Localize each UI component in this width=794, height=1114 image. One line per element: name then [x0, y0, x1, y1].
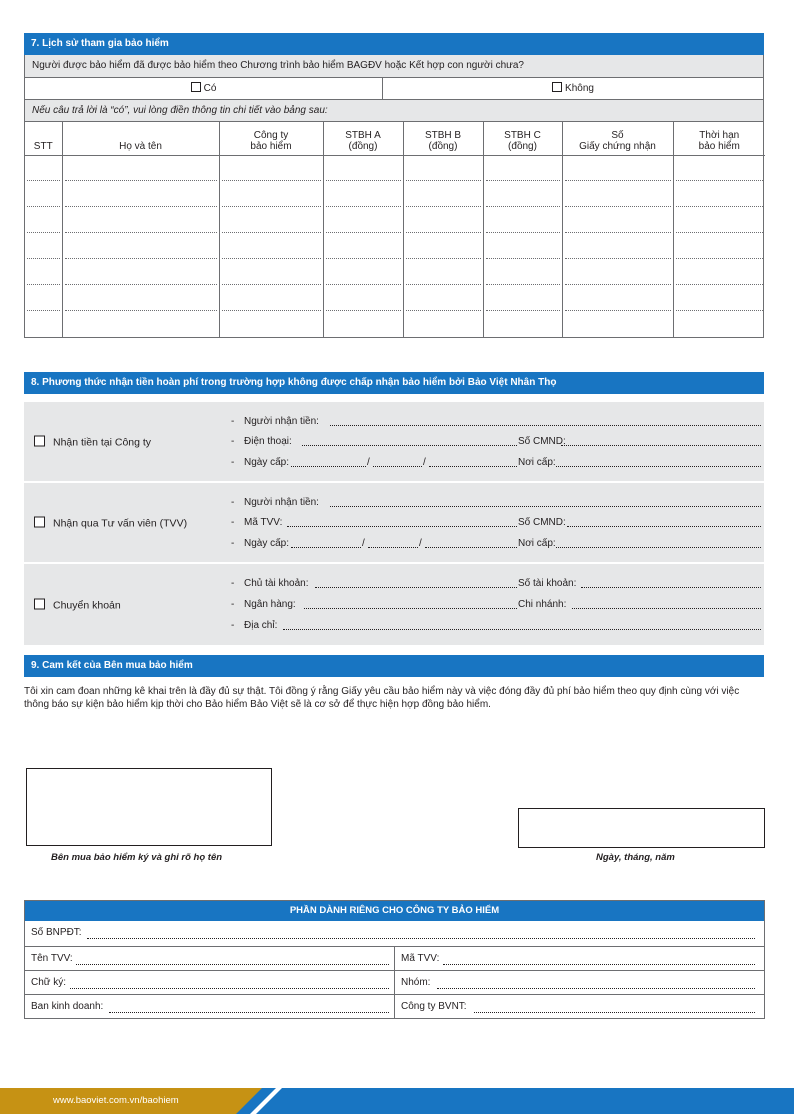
history-table-cell[interactable] [562, 311, 673, 337]
option-no-label: Không [565, 83, 594, 94]
history-table-cell[interactable] [62, 233, 219, 259]
section9-title: 9. Cam kết của Bên mua bảo hiểm [24, 655, 764, 677]
checkbox-agent[interactable] [34, 516, 45, 527]
history-col-header: STBH C (đồng) [483, 122, 562, 155]
history-table-cell[interactable] [62, 155, 219, 181]
checkbox-transfer[interactable] [34, 598, 45, 609]
history-table-cell[interactable] [25, 207, 62, 233]
history-table-cell[interactable] [673, 285, 765, 311]
history-table-cell[interactable] [562, 181, 673, 207]
history-col-header: Số Giấy chứng nhận [562, 122, 673, 155]
signature-box[interactable] [26, 768, 272, 846]
history-table-cell[interactable] [323, 233, 403, 259]
history-table-row [25, 285, 765, 311]
refund-option-transfer: Chuyển khoản - Chủ tài khoản: Số tài khoản: - Ngân hàng: Chi nhánh: - Địa chỉ: [24, 564, 764, 645]
phone-field[interactable] [302, 436, 517, 446]
receiver-label: Người nhận tiền: [244, 416, 319, 427]
history-table-cell[interactable] [25, 259, 62, 285]
agent-code-label: Mã TVV: [401, 953, 440, 964]
history-table-row [25, 259, 765, 285]
section8-body [24, 402, 764, 645]
refund-option-agent-choice[interactable] [34, 516, 187, 529]
option-no[interactable] [383, 78, 763, 99]
history-table-cell[interactable] [323, 207, 403, 233]
issue-year-field[interactable] [425, 538, 517, 548]
signature-label: Chữ ký: [31, 977, 67, 988]
history-table-cell[interactable] [673, 259, 765, 285]
date-box[interactable] [518, 808, 765, 848]
address-field[interactable] [283, 620, 761, 630]
history-table-row [25, 233, 765, 259]
account-holder-field[interactable] [315, 578, 517, 588]
refund-option-agent-label: Nhận qua Tư vấn viên (TVV) [53, 517, 188, 529]
history-table-cell[interactable] [323, 311, 403, 337]
history-table-cell[interactable] [62, 207, 219, 233]
history-table-cell[interactable] [562, 207, 673, 233]
history-col-header: STBH B (đồng) [403, 122, 483, 155]
date-caption: Ngày, tháng, năm [596, 852, 675, 863]
option-yes[interactable] [25, 78, 383, 99]
history-table-cell[interactable] [673, 181, 765, 207]
bvnt-company-field[interactable] [474, 1003, 755, 1013]
branch-label: Chi nhánh: [518, 599, 567, 610]
history-table-cell[interactable] [25, 181, 62, 207]
refund-option-company-label: Nhận tiền tại Công ty [53, 436, 152, 448]
issue-day-field[interactable] [291, 457, 366, 467]
section7-instruction-row [25, 100, 763, 122]
history-table-cell[interactable] [403, 233, 483, 259]
refund-option-company: Nhận tiền tại Công ty - Người nhận tiền: - Điện thoại: Số CMND: - Ngày cấp: / / Nơi cấp: [24, 402, 764, 483]
issue-place-label: Nơi cấp: [518, 538, 556, 549]
section7-instruction: Nếu câu trả lời là “có”, vui lòng điền thông tin chi tiết vào bảng sau: [32, 105, 328, 116]
issue-year-field[interactable] [429, 457, 517, 467]
address-label: Địa chỉ: [244, 620, 278, 631]
history-col-header: STBH A (đồng) [323, 122, 403, 155]
history-table-cell[interactable] [323, 285, 403, 311]
agent-code-field[interactable] [443, 955, 755, 965]
checkbox-no[interactable] [552, 82, 562, 92]
issue-date-label: Ngày cấp: [244, 457, 290, 468]
history-table-cell[interactable] [219, 181, 323, 207]
history-table-cell[interactable] [62, 181, 219, 207]
issue-month-field[interactable] [373, 457, 422, 467]
history-table-row [25, 207, 765, 233]
history-table-cell[interactable] [62, 259, 219, 285]
history-col-header: STT [25, 122, 62, 155]
issue-month-field[interactable] [368, 538, 418, 548]
account-holder-label: Chủ tài khoản: [244, 578, 309, 589]
issue-date-label: Ngày cấp: [244, 538, 290, 549]
history-table-cell[interactable] [483, 207, 562, 233]
history-table-cell[interactable] [323, 181, 403, 207]
sales-dept-label: Ban kinh doanh: [31, 1001, 104, 1012]
history-table-row [25, 311, 765, 337]
history-table-cell[interactable] [403, 311, 483, 337]
history-table-cell[interactable] [483, 181, 562, 207]
section7-box [24, 55, 764, 338]
company-section [24, 900, 765, 1019]
agent-code-field[interactable] [287, 517, 517, 527]
id-number-label: Số CMND: [518, 436, 566, 447]
company-section-title: PHẦN DÀNH RIÊNG CHO CÔNG TY BẢO HIỂM [25, 901, 764, 921]
receiver-label: Người nhận tiền: [244, 497, 319, 508]
history-table-cell[interactable] [483, 233, 562, 259]
section7-question: Người được bảo hiểm đã được bảo hiểm theo Chương trình bảo hiểm BAGĐV hoặc Kết hợp con người chưa? [32, 60, 524, 71]
issue-day-field[interactable] [291, 538, 361, 548]
history-table-cell[interactable] [323, 259, 403, 285]
section7-answer-row [25, 78, 763, 100]
account-number-label: Số tài khoản: [518, 578, 577, 589]
id-number-label: Số CMND: [518, 517, 566, 528]
agent-name-field[interactable] [76, 955, 389, 965]
refund-option-company-choice[interactable] [34, 435, 151, 448]
history-table-cell[interactable] [403, 285, 483, 311]
history-table-cell[interactable] [25, 155, 62, 181]
bnpdt-label: Số BNPĐT: [31, 927, 82, 938]
issue-place-label: Nơi cấp: [518, 457, 556, 468]
history-table-cell[interactable] [673, 207, 765, 233]
history-table-cell[interactable] [562, 233, 673, 259]
bank-field[interactable] [304, 599, 517, 609]
issue-place-field[interactable] [556, 538, 761, 548]
issue-place-field[interactable] [556, 457, 761, 467]
history-table-cell[interactable] [219, 207, 323, 233]
id-number-field[interactable] [567, 517, 761, 527]
commitment-text: Tôi xin cam đoan những kê khai trên là đầy đủ sự thật. Tôi đồng ý rằng Giấy yêu cầu bảo hiểm này và việc đóng đầy đủ phí bảo hiểm theo quy định cùng với việc thông báo sự kiện bảo hiểm kịp thời cho Bảo hiểm Bảo Việt sẽ là cơ sở để thực hiện hợp đồng bảo hiểm. [24, 686, 740, 710]
history-table-cell[interactable] [483, 259, 562, 285]
history-table-body [25, 155, 765, 337]
history-table [25, 122, 765, 337]
section8-title: 8. Phương thức nhận tiền hoàn phí trong trường hợp không được chấp nhận bảo hiểm bởi Bảo Việt Nhân Thọ [24, 372, 764, 394]
id-number-field[interactable] [561, 436, 761, 446]
history-table-cell[interactable] [403, 181, 483, 207]
history-table-cell[interactable] [403, 259, 483, 285]
date-sep: / [367, 457, 370, 468]
history-table-cell[interactable] [673, 155, 765, 181]
history-table-cell[interactable] [62, 311, 219, 337]
date-sep: / [419, 538, 422, 549]
history-col-header: Công ty bảo hiểm [219, 122, 323, 155]
receiver-field[interactable] [330, 497, 761, 507]
history-table-cell[interactable] [62, 285, 219, 311]
history-table-cell[interactable] [219, 285, 323, 311]
history-table-cell[interactable] [219, 155, 323, 181]
history-table-cell[interactable] [219, 233, 323, 259]
agent-name-label: Tên TVV: [31, 953, 73, 964]
history-table-cell[interactable] [673, 311, 765, 337]
signature-field[interactable] [70, 979, 389, 989]
history-table-cell[interactable] [562, 285, 673, 311]
history-table-cell[interactable] [25, 233, 62, 259]
history-table-cell[interactable] [483, 155, 562, 181]
section7-question-row [25, 55, 763, 78]
date-sep: / [423, 457, 426, 468]
sales-dept-field[interactable] [109, 1003, 389, 1013]
history-table-cell[interactable] [483, 311, 562, 337]
account-number-field[interactable] [581, 578, 761, 588]
history-table-cell[interactable] [25, 311, 62, 337]
history-col-header: Thời hạn bảo hiểm [673, 122, 765, 155]
footer-band [0, 1088, 794, 1114]
history-table-cell[interactable] [403, 155, 483, 181]
date-sep: / [362, 538, 365, 549]
history-table-cell[interactable] [219, 259, 323, 285]
history-table-cell[interactable] [323, 155, 403, 181]
history-table-cell[interactable] [673, 233, 765, 259]
group-label: Nhóm: [401, 977, 431, 988]
history-table-cell[interactable] [25, 285, 62, 311]
option-yes-label: Có [203, 83, 217, 94]
branch-field[interactable] [572, 599, 761, 609]
refund-option-agent: Nhận qua Tư vấn viên (TVV) - Người nhận tiền: - Mã TVV: Số CMND: - Ngày cấp: / / Nơi cấp: [24, 483, 764, 564]
refund-option-transfer-label: Chuyển khoản [53, 599, 121, 611]
bvnt-company-label: Công ty BVNT: [401, 1001, 467, 1012]
bnpdt-field[interactable] [87, 929, 755, 939]
history-table-cell[interactable] [562, 259, 673, 285]
agent-code-label: Mã TVV: [244, 517, 283, 528]
history-table-cell[interactable] [403, 207, 483, 233]
history-table-cell[interactable] [219, 311, 323, 337]
history-table-header [25, 122, 765, 155]
receiver-field[interactable] [330, 416, 761, 426]
history-table-row [25, 155, 765, 181]
phone-label: Điện thoại: [244, 436, 292, 447]
history-table-cell[interactable] [483, 285, 562, 311]
bank-label: Ngân hàng: [244, 599, 296, 610]
signature-caption: Bên mua bảo hiểm ký và ghi rõ họ tên [51, 852, 223, 863]
history-table-row [25, 181, 765, 207]
history-table-cell[interactable] [562, 155, 673, 181]
group-field[interactable] [437, 979, 755, 989]
footer-url[interactable]: www.baoviet.com.vn/baohiem [53, 1095, 179, 1106]
refund-option-transfer-choice[interactable] [34, 598, 121, 611]
section7-title: 7. Lịch sử tham gia bảo hiểm [24, 33, 764, 55]
history-col-header: Họ và tên [62, 122, 219, 155]
checkbox-company[interactable] [34, 435, 45, 446]
checkbox-yes[interactable] [191, 82, 201, 92]
